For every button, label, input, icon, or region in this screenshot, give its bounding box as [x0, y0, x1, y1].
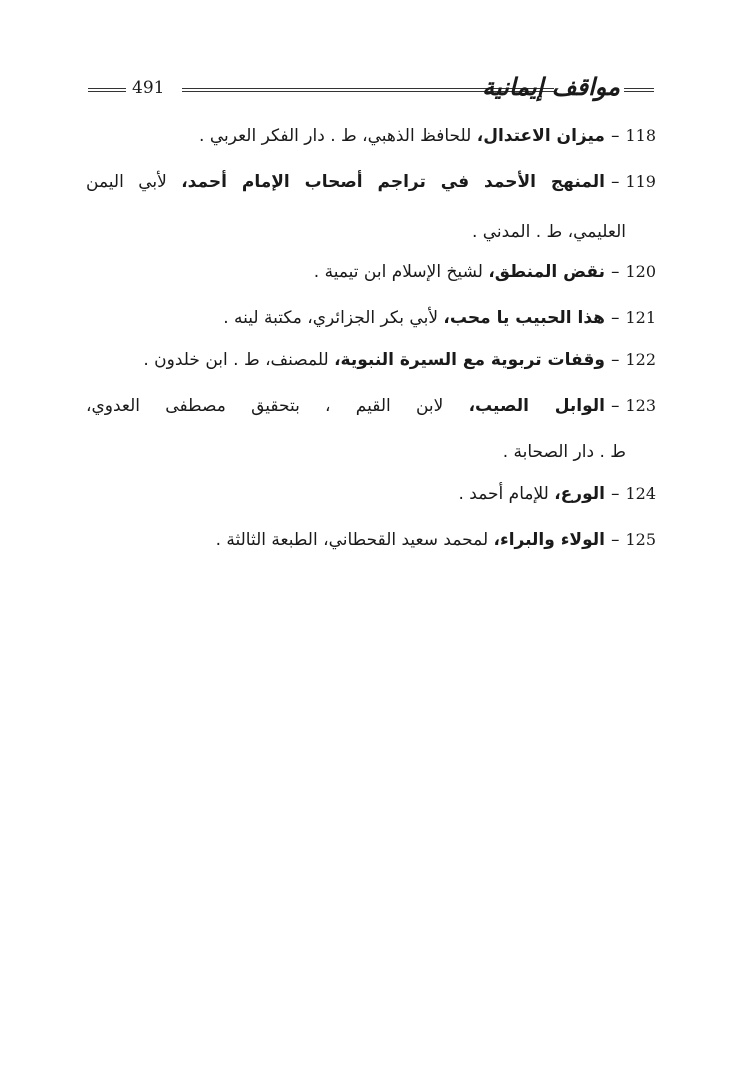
header-rule-right [624, 88, 654, 92]
bibliography-entry [216, 530, 656, 550]
entry-title: الورع، [554, 484, 605, 504]
entry-dash: – [610, 530, 620, 550]
entry-dash: – [610, 308, 620, 328]
bibliography-entry [223, 308, 656, 328]
entry-continuation: العليمي، ط . المدني . [471, 222, 626, 242]
bibliography-entry [199, 126, 656, 146]
bibliography-entry [143, 350, 656, 370]
entry-number: 123 [625, 396, 657, 415]
bibliography-entry [458, 484, 656, 504]
entry-title: الوابل الصيب، [468, 396, 605, 416]
entry-title: ميزان الاعتدال، [476, 126, 605, 146]
entry-dash: – [610, 396, 620, 416]
entry-number: 121 [625, 308, 656, 327]
entry-number: 122 [625, 350, 656, 369]
page-number: 491 [132, 78, 165, 98]
entry-number: 125 [625, 530, 656, 549]
bibliography-entry [86, 172, 656, 192]
entry-number: 124 [625, 484, 656, 503]
entry-dash: – [610, 262, 620, 282]
entry-details: للمصنف، ط . ابن خلدون . [143, 350, 335, 370]
entry-title: هذا الحبيب يا محب، [443, 308, 605, 328]
entry-number: 118 [625, 126, 656, 145]
entry-dash: – [610, 126, 620, 146]
entry-details: لأبي اليمن [86, 172, 182, 192]
entry-number: 120 [625, 262, 656, 281]
entry-title: المنهج الأحمد في تراجم أصحاب الإمام أحمد، [181, 172, 605, 192]
entry-title: نقض المنطق، [488, 262, 605, 282]
entry-details: لمحمد سعيد القحطاني، الطبعة الثالثة . [215, 530, 494, 550]
entry-continuation: ط . دار الصحابة . [502, 442, 626, 462]
bibliography-entry [86, 396, 656, 416]
entry-details: لشيخ الإسلام ابن تيمية . [313, 262, 489, 282]
entry-details: لابن القيم ، بتحقيق مصطفى العدوي، [86, 396, 469, 416]
header-rule-left [88, 88, 126, 92]
entry-number: 119 [625, 172, 656, 191]
entry-details: للإمام أحمد . [458, 484, 555, 504]
bibliography-entry [314, 262, 656, 282]
entry-dash: – [610, 350, 620, 370]
book-title: مواقف إيمانية [482, 72, 620, 101]
entry-dash: – [610, 172, 620, 192]
page-header [88, 72, 654, 112]
entry-dash: – [610, 484, 620, 504]
entry-title: الولاء والبراء، [493, 530, 605, 550]
entry-title: وقفات تربوية مع السيرة النبوية، [334, 350, 605, 370]
entry-details: للحافظ الذهبي، ط . دار الفكر العربي . [199, 126, 477, 146]
entry-details: لأبي بكر الجزائري، مكتبة لينه . [223, 308, 444, 328]
